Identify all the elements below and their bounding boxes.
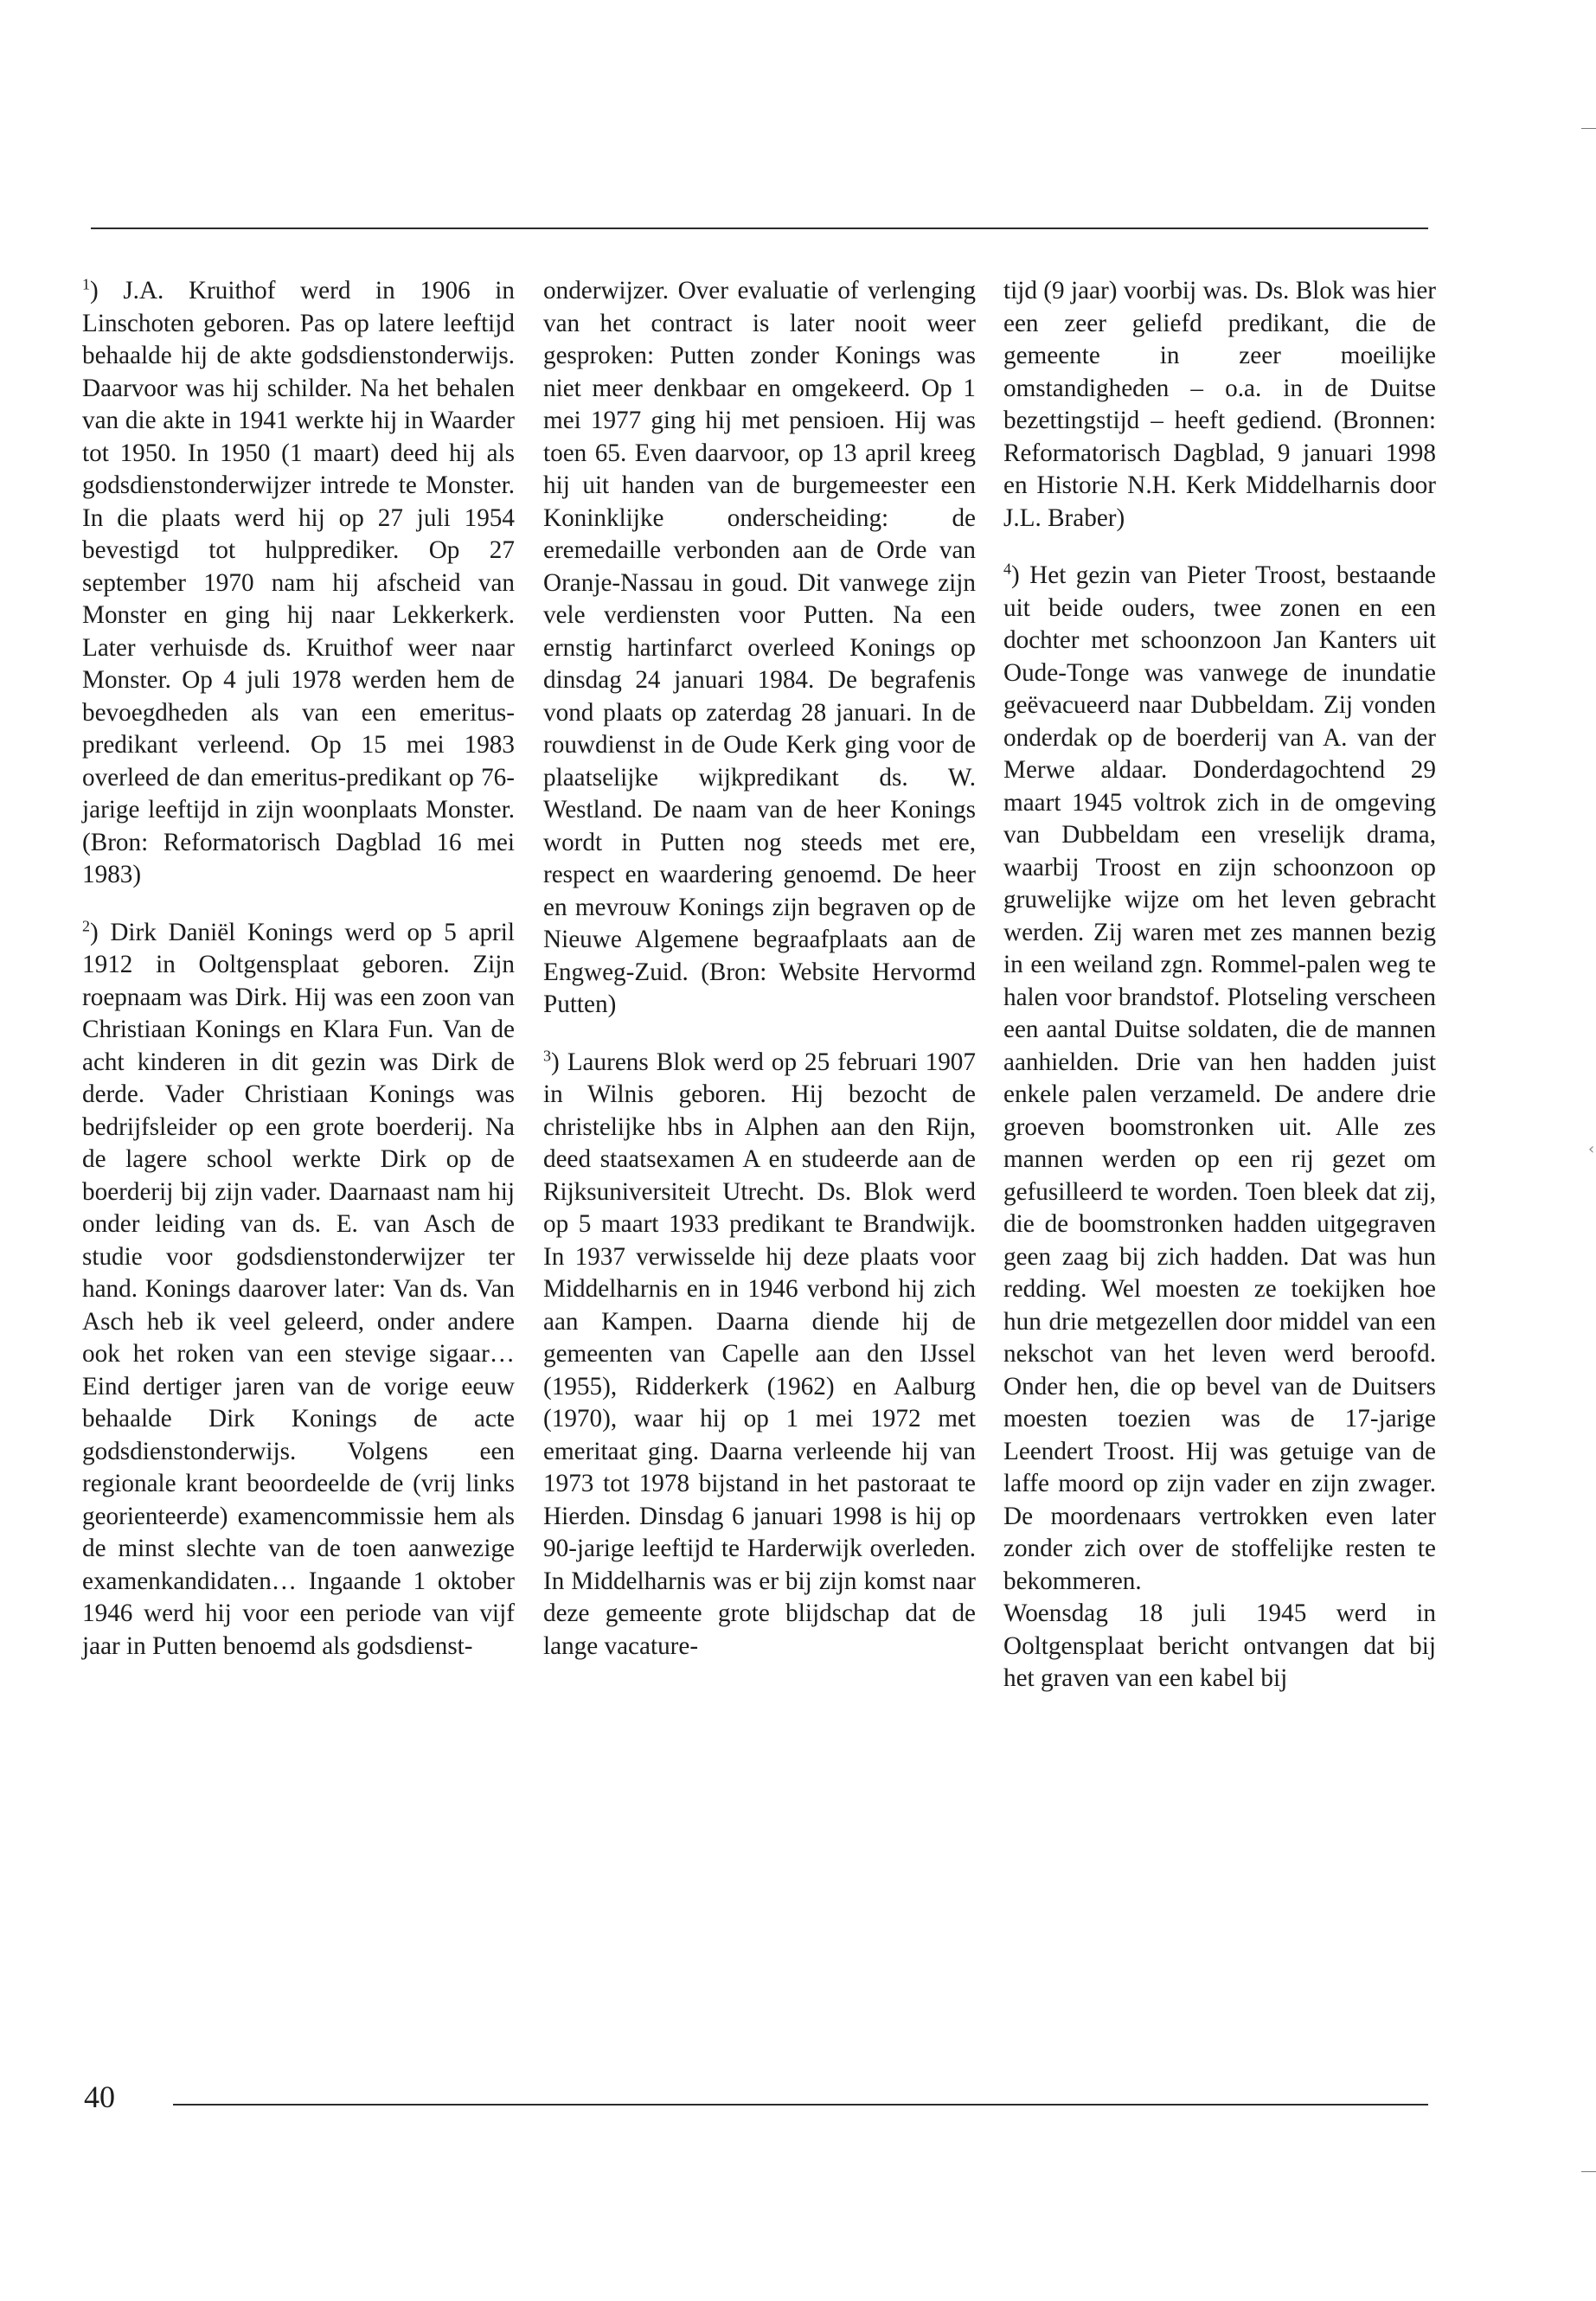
footer-rule [173,2104,1428,2106]
column-left [82,275,515,1688]
column-middle [543,275,976,1688]
footnote-3-text-part2: tijd (9 jaar) voorbij was. Ds. Blok was hier een zeer geliefd predikant, die de gemeente in zeer moeilijke omstandigheden – o.a. in de Duitse bezettingstijd – heeft gediend. (Bronnen: Reformatorisch Dagblad, 9 januari 1998 en Historie N.H. Kerk Middelharnis door J.L. Braber) [1003,277,1436,532]
column-right [1003,275,1436,1695]
footnote-4 [1003,560,1436,1598]
footnote-1 [82,275,515,892]
footnote-3-text-part1: ) Laurens Blok werd op 25 februari 1907 in Wilnis geboren. Hij bezocht de christelijke hbs in Alphen aan den Rijn, deed staatsexamen A en studeerde aan de Rijksuniversiteit Utrecht. Ds. Blok werd op 5 maart 1933 predikant te Brandwijk. In 1937 verwisselde hij deze plaats voor Middelharnis en in 1946 verbond hij zich aan Kampen. Daarna diende hij de gemeenten van Capelle aan den IJssel (1955), Ridderkerk (1962) en Aalburg (1970), waar hij op 1 mei 1972 met emeritaat ging. Daarna verleende hij van 1973 tot 1978 bijstand in het pastoraat te Hierden. Dinsdag 6 januari 1998 is hij op 90-jarige leeftijd te Harderwijk overleden. In Middelharnis was er bij zijn komst naar deze gemeente grote blijdschap dat de lange vacature- [543,1048,976,1660]
header-rule [91,228,1428,229]
footnote-marker-2: 2 [82,916,90,934]
footnote-marker-4: 4 [1003,560,1011,578]
footnote-4-text: ) Het gezin van Pieter Troost, bestaande uit beide ouders, twee zonen en een dochter met schoonzoon Jan Kanters uit Oude-Tonge was vanwege de inundatie geëvacueerd naar Dubbeldam. Zij vonden onderdak op de boerderij van A. van der Merwe aldaar. Donderdagochtend 29 maart 1945 voltrok zich in de omgeving van Dubbeldam een vreselijk drama, waarbij Troost en zijn schoonzoon op gruwelijke wijze om het leven gebracht werden. Zij waren met zes mannen bezig in een weiland zgn. Rommel-palen weg te halen voor brandstof. Plotseling verscheen een aantal Duitse soldaten, die de mannen aanhielden. Drie van hen hadden juist enkele palen verzameld. De andere drie groeven boomstronken uit. Alle zes mannen werden op een rij gezet om gefusilleerd te worden. Toen bleek dat zij, die de boomstronken hadden uitgegraven geen zaag bij zich hadden. Dat was hun redding. Wel moesten ze toekijken hoe hun drie metgezellen door middel van een nekschot van het leven werd beroofd. Onder hen, die op bevel van de Duitsers moesten toezien was de 17-jarige Leendert Troost. Hij was getuige van de laffe moord op zijn vader en zijn zwager. De moordenaars vertrokken even later zonder zich over de stoffelijke resten te bekommeren. [1003,561,1436,1595]
footnote-2 [82,917,515,1663]
binding-mark-icon: ‹ [1588,1140,1595,1158]
footnote-4-continuation [1003,1598,1436,1695]
footnote-3-continued [1003,275,1436,535]
footnote-2-text-part2: onderwijzer. Over evaluatie of verlenging van het contract is later nooit weer gesproken: Putten zonder Konings was niet meer denkbaar en omgekeerd. Op 1 mei 1977 ging hij met pensioen. Hij was toen 65. Even daarvoor, op 13 april kreeg hij uit handen van de burgemeester een Koninklijke onderscheiding: de eremedaille verbonden aan de Orde van Oranje-Nassau in goud. Dit vanwege zijn vele verdiensten voor Putten. Na een ernstig hartinfarct overleed Konings op dinsdag 24 januari 1984. De begrafenis vond plaats op zaterdag 28 januari. In de rouwdienst in de Oude Kerk ging voor de plaatselijke wijkpredikant ds. W. Westland. De naam van de heer Konings wordt in Putten nog steeds met ere, respect en waardering genoemd. De heer en mevrouw Konings zijn begraven op de Nieuwe Algemene begraafplaats aan de Engweg-Zuid. (Bron: Website Hervormd Putten) [543,277,976,1018]
page-number: 40 [84,2080,115,2114]
footnote-2-continued [543,275,976,1022]
crop-mark-bottom [1581,2171,1596,2172]
footnote-1-text: ) J.A. Kruithof werd in 1906 in Linschoten geboren. Pas op latere leeftijd behaalde hij de akte godsdienstonderwijs. Daarvoor was hij schilder. Na het behalen van die akte in 1941 werkte hij in Waarder tot 1950. In 1950 (1 maart) deed hij als godsdienstonderwijzer intrede te Monster. In die plaats werd hij op 27 juli 1954 bevestigd tot hulpprediker. Op 27 september 1970 nam hij afscheid van Monster en ging hij naar Lekkerkerk. Later verhuisde ds. Kruithof weer naar Monster. Op 4 juli 1978 werden hem de bevoegdheden als van een emeritus-predikant verleend. Op 15 mei 1983 overleed de dan emeritus-predikant op 76-jarige leeftijd in zijn woonplaats Monster. (Bron: Reformatorisch Dagblad 16 mei 1983) [82,277,515,888]
footnote-marker-1: 1 [82,275,90,293]
footnote-marker-3: 3 [543,1046,551,1064]
footnote-3 [543,1047,976,1663]
footnote-2-text-part1: ) Dirk Daniël Konings werd op 5 april 1912 in Ooltgensplaat geboren. Zijn roepnaam was Dirk. Hij was een zoon van Christiaan Konings en Klara Fun. Van de acht kinderen in dit gezin was Dirk de derde. Vader Christiaan Konings was bedrijfsleider op een grote boerderij. Na de lagere school werkte Dirk op de boerderij bij zijn vader. Daarnaast nam hij onder leiding van ds. E. van Asch de studie voor godsdienstonderwijzer ter hand. Konings daarover later: Van ds. Van Asch heb ik veel geleerd, onder andere ook het roken van een stevige sigaar… Eind dertiger jaren van de vorige eeuw behaalde Dirk Konings de acte godsdienstonderwijs. Volgens een regionale krant beoordeelde de (vrij links georienteerde) examencommissie hem als de minst slechte van de toen aanwezige examenkandidaten… Ingaande 1 oktober 1946 werd hij voor een periode van vijf jaar in Putten benoemd als godsdienst- [82,918,515,1660]
crop-mark-top [1581,128,1596,129]
footnote-4-continuation-text: Woensdag 18 juli 1945 werd in Ooltgensplaat bericht ontvangen dat bij het graven van een kabel bij [1003,1599,1436,1692]
